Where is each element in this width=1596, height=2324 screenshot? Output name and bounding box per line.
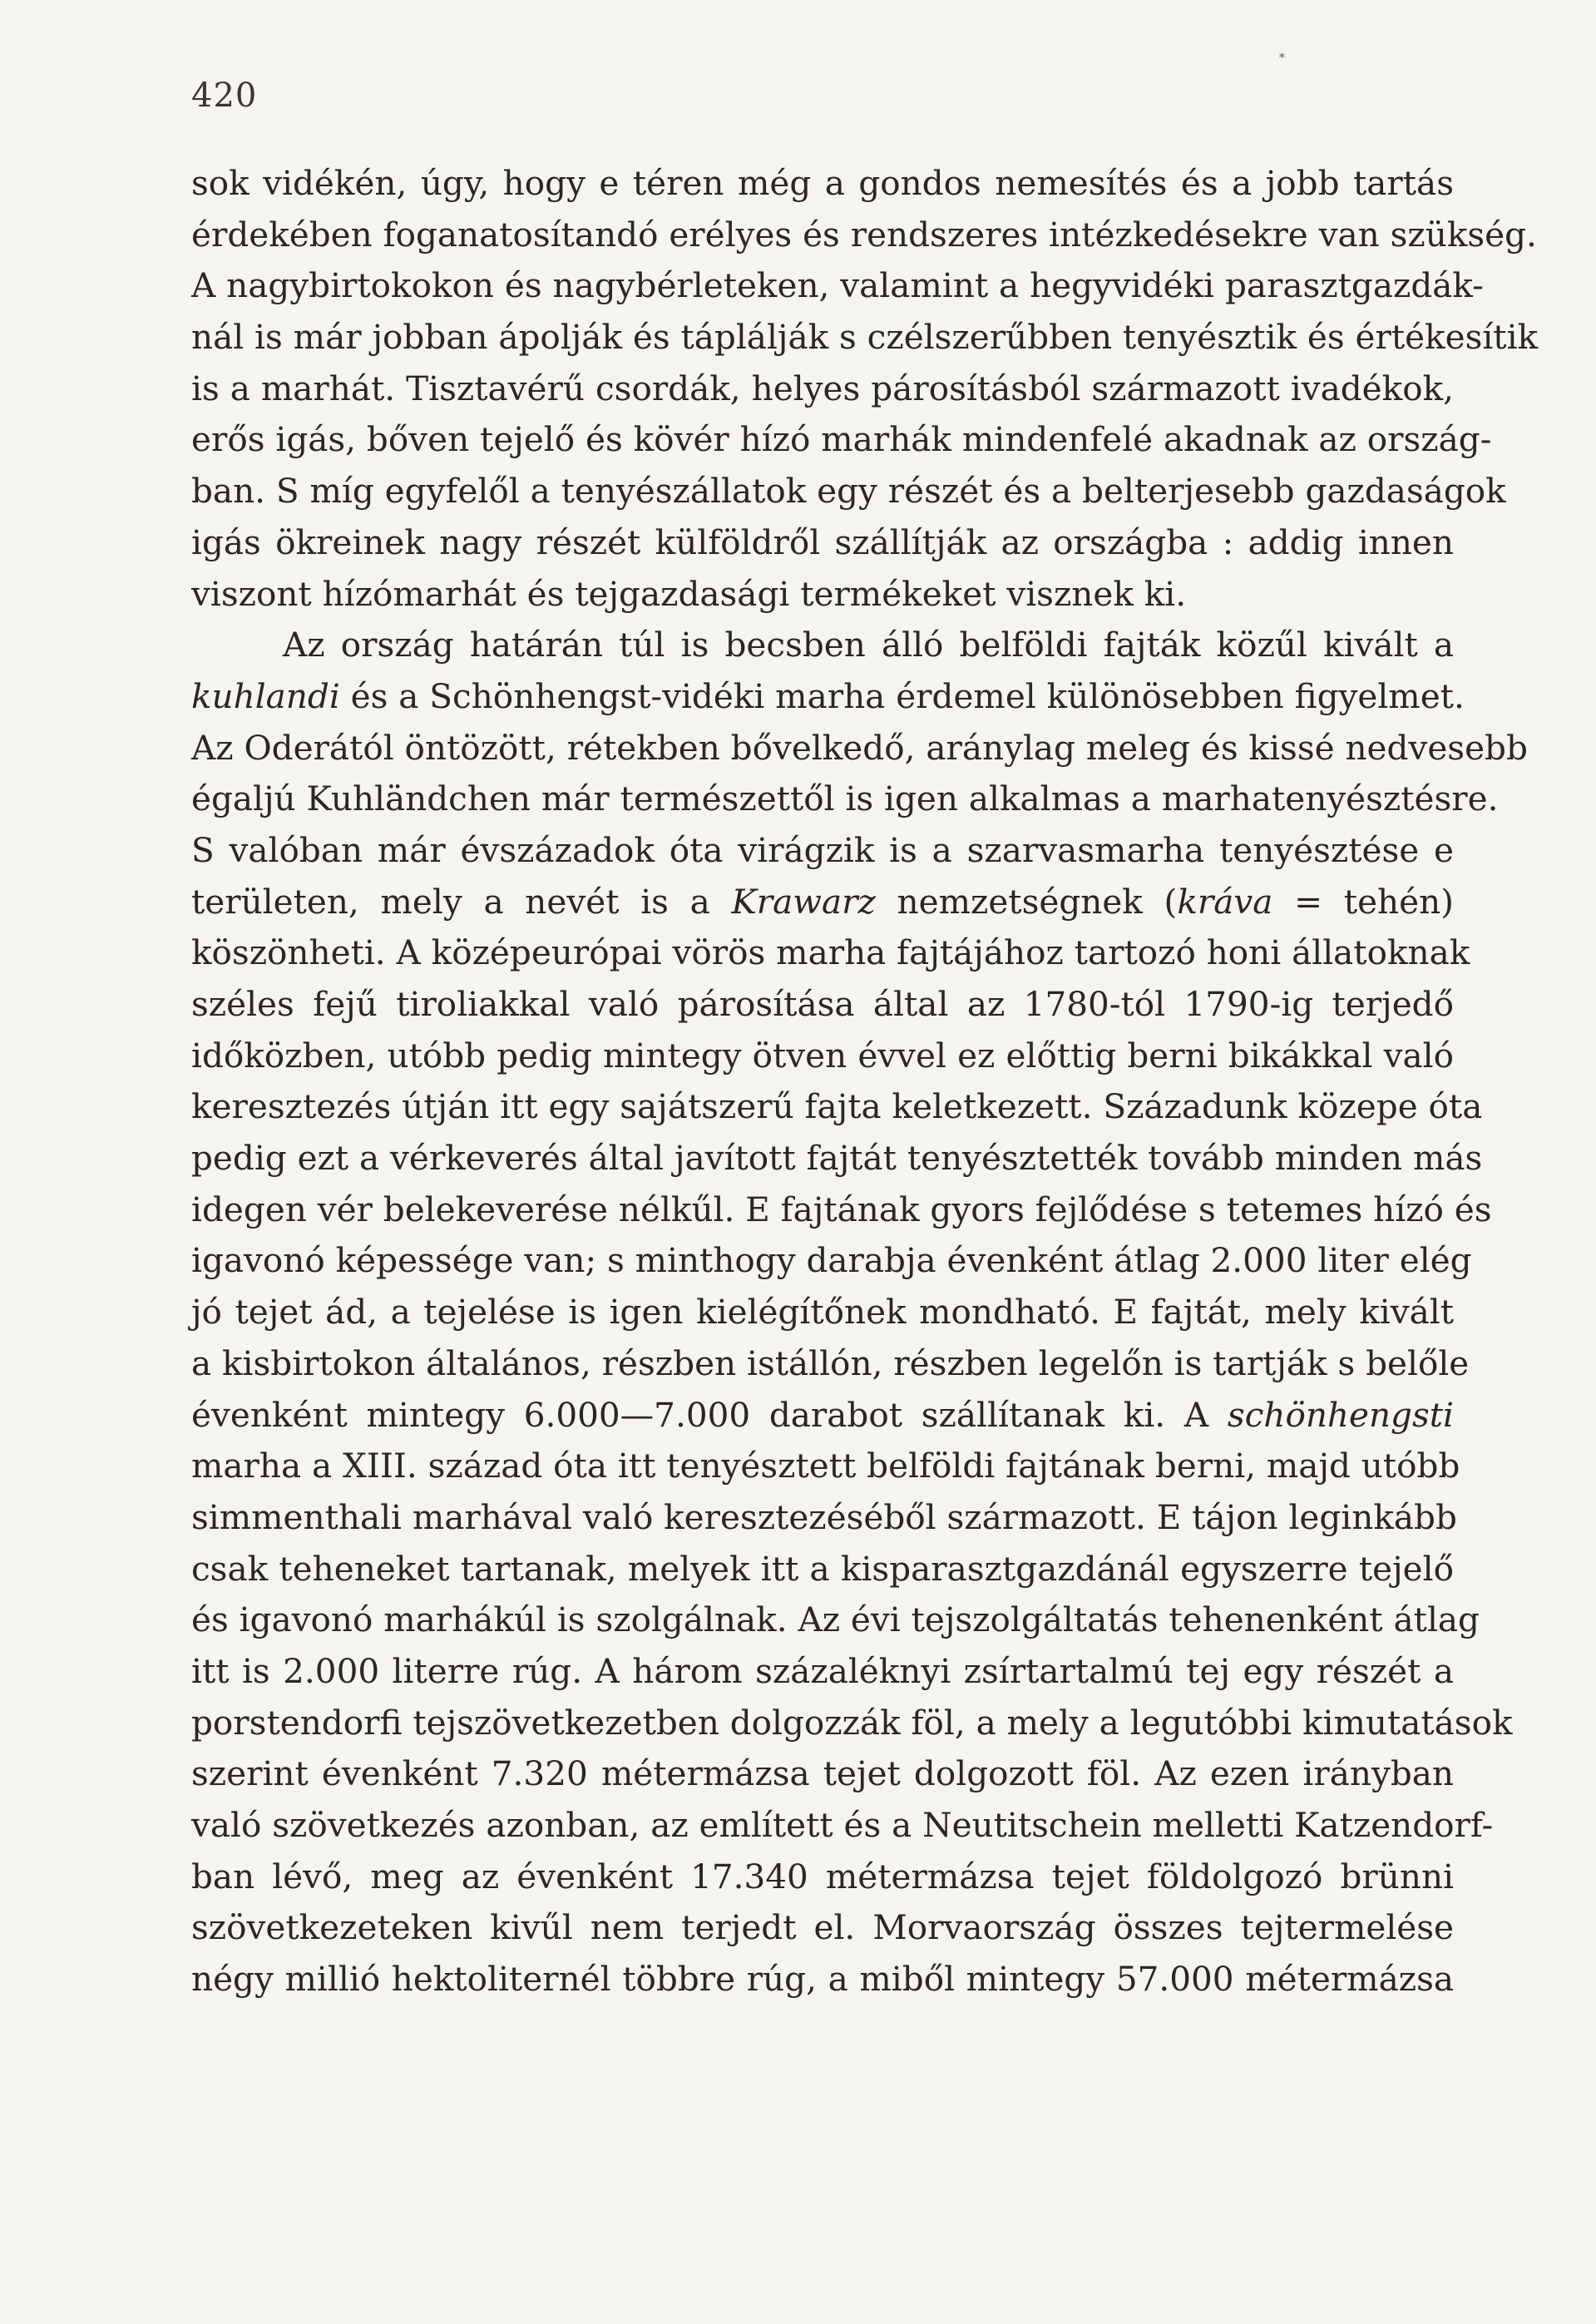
text-line: is a marhát. Tisztavérű csordák, helyes párosításból származott ivadékok, — [191, 368, 1454, 408]
text-line: kuhlandi és a Schönhengst-vidéki marha érdemel különösebben figyelmet. — [191, 675, 1465, 716]
italic-term: kráva — [1177, 881, 1273, 922]
text-line: szerint évenként 7.320 métermázsa tejet dolgozott föl. Az ezen irányban — [191, 1753, 1454, 1794]
text-line: erős igás, bőven tejelő és kövér hízó marhák mindenfelé akadnak az ország- — [191, 419, 1492, 460]
corner-mark: * — [1279, 52, 1285, 65]
text-line: viszont hízómarhát és tejgazdasági termékeket visznek ki. — [191, 573, 1187, 614]
italic-term: schönhengsti — [1227, 1394, 1454, 1435]
text-line: nál is már jobban ápolják és táplálják s czélszerűbben tenyésztik és értékesítik — [191, 317, 1539, 358]
text-line: porstendorfi tejszövetkezetben dolgozzák föl, a mely a legutóbbi kimutatások — [191, 1702, 1513, 1743]
text-line: időközben, utóbb pedig mintegy ötven évvel ez előttig berni bikákkal való — [191, 1035, 1454, 1075]
text-line: Az ország határán túl is becsben álló belföldi fajták közűl kivált a — [283, 625, 1454, 665]
text-line: területen, mely a nevét is a Krawarz nemzetségnek (kráva = tehén) — [191, 881, 1454, 922]
text-line: csak teheneket tartanak, melyek itt a kisparasztgazdánál egyszerre tejelő — [191, 1548, 1454, 1589]
text-line: itt is 2.000 literre rúg. A három százaléknyi zsírtartalmú tej egy részét a — [191, 1650, 1454, 1691]
italic-term: kuhlandi — [191, 675, 340, 716]
text-line: szövetkezeteken kivűl nem terjedt el. Morvaország összes tejtermelése — [191, 1907, 1454, 1948]
text-line: pedig ezt a vérkeverés által javított fajtát tenyésztették tovább minden más — [191, 1138, 1483, 1179]
text-line: simmenthali marhával való keresztezéséből származott. E tájon leginkább — [191, 1496, 1457, 1537]
text-line: égaljú Kuhländchen már természettől is igen alkalmas a marhatenyésztésre. — [191, 779, 1499, 819]
text-line: széles fejű tiroliakkal való párosítása által az 1780-tól 1790-ig terjedő — [191, 984, 1454, 1024]
text-line: idegen vér belekeverése nélkűl. E fajtának gyors fejlődése s tetemes hízó és — [191, 1189, 1492, 1229]
text-line: ban lévő, meg az évenként 17.340 métermázsa tejet földolgozó brünni — [191, 1856, 1454, 1896]
text-line: ban. S míg egyfelől a tenyészállatok egy részét és a belterjesebb gazdaságok — [191, 471, 1506, 512]
text-line: igás ökreinek nagy részét külföldről szállítják az országba : addig innen — [191, 522, 1454, 562]
text-line: négy millió hektoliternél többre rúg, a miből mintegy 57.000 métermázsa — [191, 1959, 1454, 2000]
text-line: és igavonó marhákúl is szolgálnak. Az évi tejszolgáltatás tehenenként átlag — [191, 1600, 1480, 1640]
text-line: marha a XIII. század óta itt tenyésztett belföldi fajtának berni, majd utóbb — [191, 1446, 1460, 1486]
body-text — [191, 158, 1539, 2005]
text-line: a kisbirtokon általános, részben istállón, részben legelőn is tartják s belőle — [191, 1342, 1470, 1383]
text-line: S valóban már évszázadok óta virágzik is a szarvasmarha tenyésztése e — [191, 829, 1454, 870]
text-line: való szövetkezés azonban, az említett és a Neutitschein melletti Katzendorf- — [191, 1805, 1494, 1845]
text-line: Az Oderától öntözött, rétekben bővelkedő, aránylag meleg és kissé nedvesebb — [191, 727, 1528, 768]
italic-term: Krawarz — [731, 881, 876, 922]
text-line: évenként mintegy 6.000—7.000 darabot szállítanak ki. A schönhengsti — [191, 1394, 1454, 1435]
page-number: 420 — [191, 77, 258, 115]
text-line: érdekében foganatosítandó erélyes és rendszeres intézkedésekre van szükség. — [191, 214, 1537, 255]
text-line: igavonó képessége van; s minthogy darabja évenként átlag 2.000 liter elég — [191, 1240, 1472, 1281]
text-line: köszönheti. A középeurópai vörös marha fajtájához tartozó honi állatoknak — [191, 932, 1470, 973]
text-line: A nagybirtokokon és nagybérleteken, valamint a hegyvidéki parasztgazdák- — [191, 265, 1484, 306]
text-line: jó tejet ád, a tejelése is igen kielégítőnek mondható. E fajtát, mely kivált — [191, 1292, 1454, 1333]
text-line: sok vidékén, úgy, hogy e téren még a gondos nemesítés és a jobb tartás — [191, 163, 1454, 203]
text-line: keresztezés útján itt egy sajátszerű fajta keletkezett. Századunk közepe óta — [191, 1086, 1483, 1127]
